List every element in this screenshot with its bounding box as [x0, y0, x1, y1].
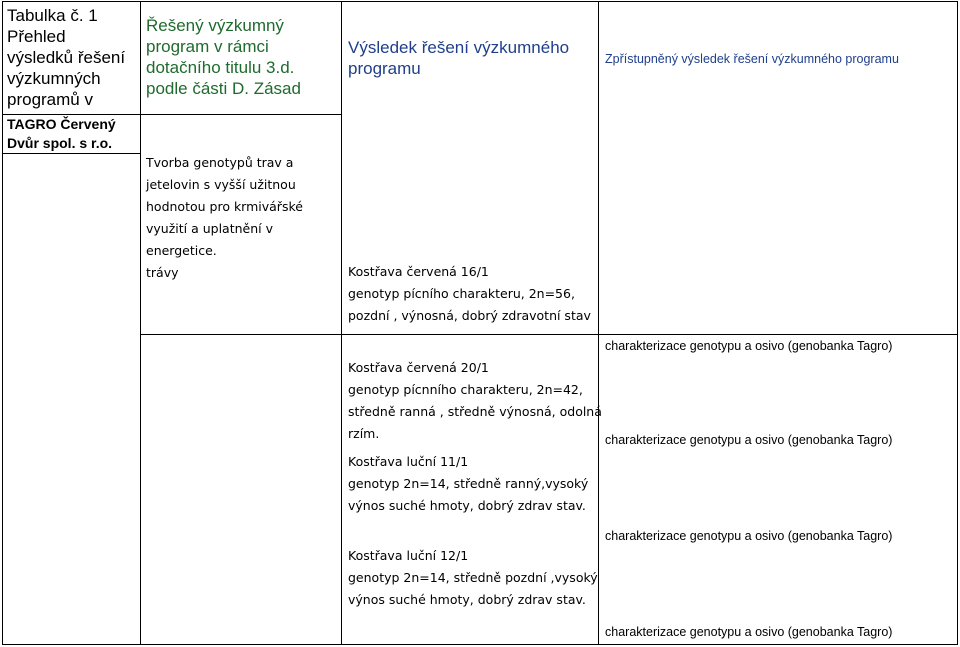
- access-entry: charakterizace genotypu a osivo (genobanka Tagro): [605, 433, 893, 447]
- table-border-right: [957, 1, 958, 645]
- column2-row-divider: [140, 114, 342, 115]
- table-border-bottom: [2, 644, 958, 645]
- access-column-header: Zpřístupněný výsledek řešení výzkumného programu: [605, 52, 899, 66]
- row-divider-results: [140, 334, 958, 335]
- column-divider-1: [140, 1, 141, 645]
- program-column-header: Řešený výzkumný program v rámci dotačního titulu 3.d. podle části D. Zásad: [146, 16, 301, 98]
- organization-name: TAGRO Červený Dvůr spol. s r.o.: [7, 116, 116, 151]
- result-item: Kostřava červená 16/1 genotyp pícního charakteru, 2n=56, pozdní , výnosná, dobrý zdravotní stav: [348, 264, 591, 323]
- access-entry: charakterizace genotypu a osivo (genobanka Tagro): [605, 529, 893, 543]
- program-category: trávy: [146, 265, 179, 280]
- table-border-top: [2, 1, 958, 2]
- column1-row-divider-2: [2, 153, 141, 154]
- column-divider-3: [598, 1, 599, 645]
- result-item: Kostřava luční 11/1 genotyp 2n=14, středně ranný,vysoký výnos suché hmoty, dobrý zdrav stav.: [348, 454, 589, 513]
- result-column-header: Výsledek řešení výzkumného programu: [348, 38, 570, 78]
- table-border-left: [2, 1, 3, 645]
- access-entry: charakterizace genotypu a osivo (genobanka Tagro): [605, 625, 893, 639]
- result-item: Kostřava červená 20/1 genotyp pícnního charakteru, 2n=42, středně ranná , středně výnosná, odolná rzím.: [348, 360, 602, 441]
- access-entry: charakterizace genotypu a osivo (genobanka Tagro): [605, 339, 893, 353]
- table-caption: Tabulka č. 1 Přehled výsledků řešení výzkumných programů v: [7, 6, 126, 109]
- program-description: Tvorba genotypů trav a jetelovin s vyšší užitnou hodnotou pro krmivářské využití a uplatnění v energetice.: [146, 155, 303, 258]
- column-divider-2: [341, 1, 342, 645]
- result-item: Kostřava luční 12/1 genotyp 2n=14, středně pozdní ,vysoký výnos suché hmoty, dobrý zdrav stav.: [348, 548, 598, 607]
